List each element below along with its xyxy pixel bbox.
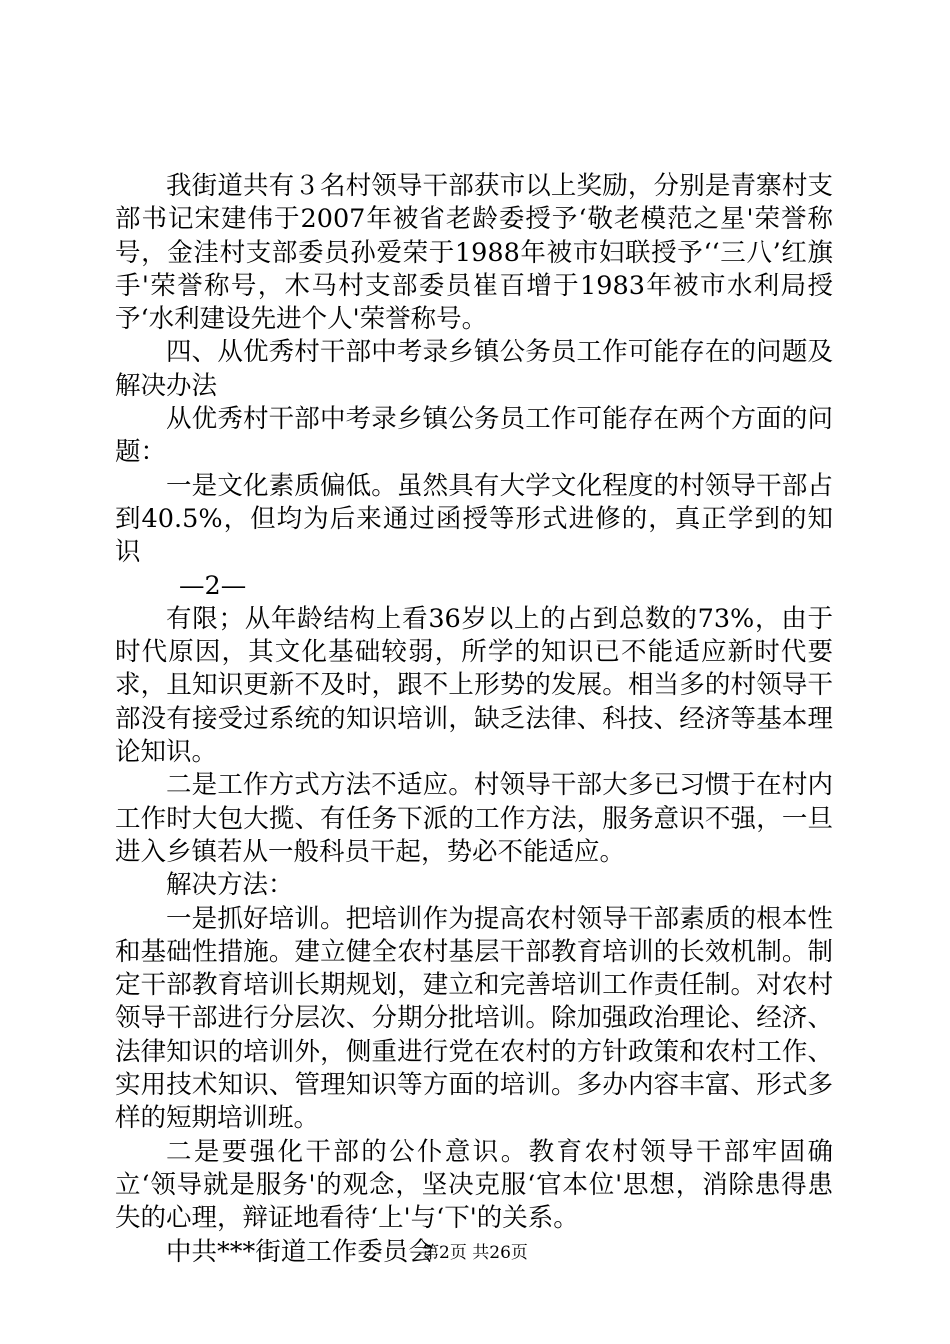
paragraph-problem-two: 二是工作方式方法不适应。村领导干部大多已习惯于在村内工作时大包大揽、有任务下派的工作方法，服务意识不强，一旦进入乡镇若从一般科员干起，势必不能适应。: [115, 770, 833, 867]
inline-page-number: —2—: [179, 570, 247, 601]
paragraph-solutions-heading: 解决方法：: [166, 870, 294, 901]
document-body: [115, 170, 833, 1269]
paragraph-problems-intro: 从优秀村干部中考录乡镇公务员工作可能存在两个方面的问题：: [115, 404, 833, 468]
paragraph-solution-one: 一是抓好培训。把培训作为提高农村领导干部素质的根本性和基础性措施。建立健全农村基层干部教育培训的长效机制。制定干部教育培训长期规划，建立和完善培训工作责任制。对农村领导干部进行分层次、分期分批培训。除加强政治理论、经济、法律知识的培训外，侧重进行党在农村的方针政策和农村工作、实用技术知识、管理知识等方面的培训。多办内容丰富、形式多样的短期培训班。: [115, 903, 833, 1134]
page-footer: 第2页 共26页: [422, 1243, 528, 1263]
paragraph-problem-one: 一是文化素质偏低。虽然具有大学文化程度的村领导干部占到40.5%，但均为后来通过函授等形式进修的，真正学到的知识: [115, 470, 833, 568]
paragraph-solution-two: 二是要强化干部的公仆意识。教育农村领导干部牢固确立‘领导就是服务'的观念，坚决克服‘官本位'思想，消除患得患失的心理，辩证地看待‘上'与‘下'的关系。: [115, 1136, 833, 1234]
section-heading-four: 四、从优秀村干部中考录乡镇公务员工作可能存在的问题及解决办法: [115, 337, 833, 401]
paragraph-problem-one-continued: 有限；从年龄结构上看36岁以上的占到总数的73%，由于时代原因，其文化基础较弱，所学的知识已不能适应新时代要求，且知识更新不及时，跟不上形势的发展。相当多的村领导干部没有接受过系统的知识培训，缺乏法律、科技、经济等基本理论知识。: [115, 603, 833, 768]
paragraph-awards: 我街道共有３名村领导干部获市以上奖励，分别是青寨村支部书记宋建伟于2007年被省老龄委授予‘敬老模范之星'荣誉称号，金洼村支部委员孙爱荣于1988年被市妇联授予‘‘三八’红旗手'荣誉称号，木马村支部委员崔百增于1983年被市水利局授予‘水利建设先进个人'荣誉称号。: [115, 171, 833, 335]
signature-line: 中共***街道工作委员会: [166, 1236, 434, 1267]
